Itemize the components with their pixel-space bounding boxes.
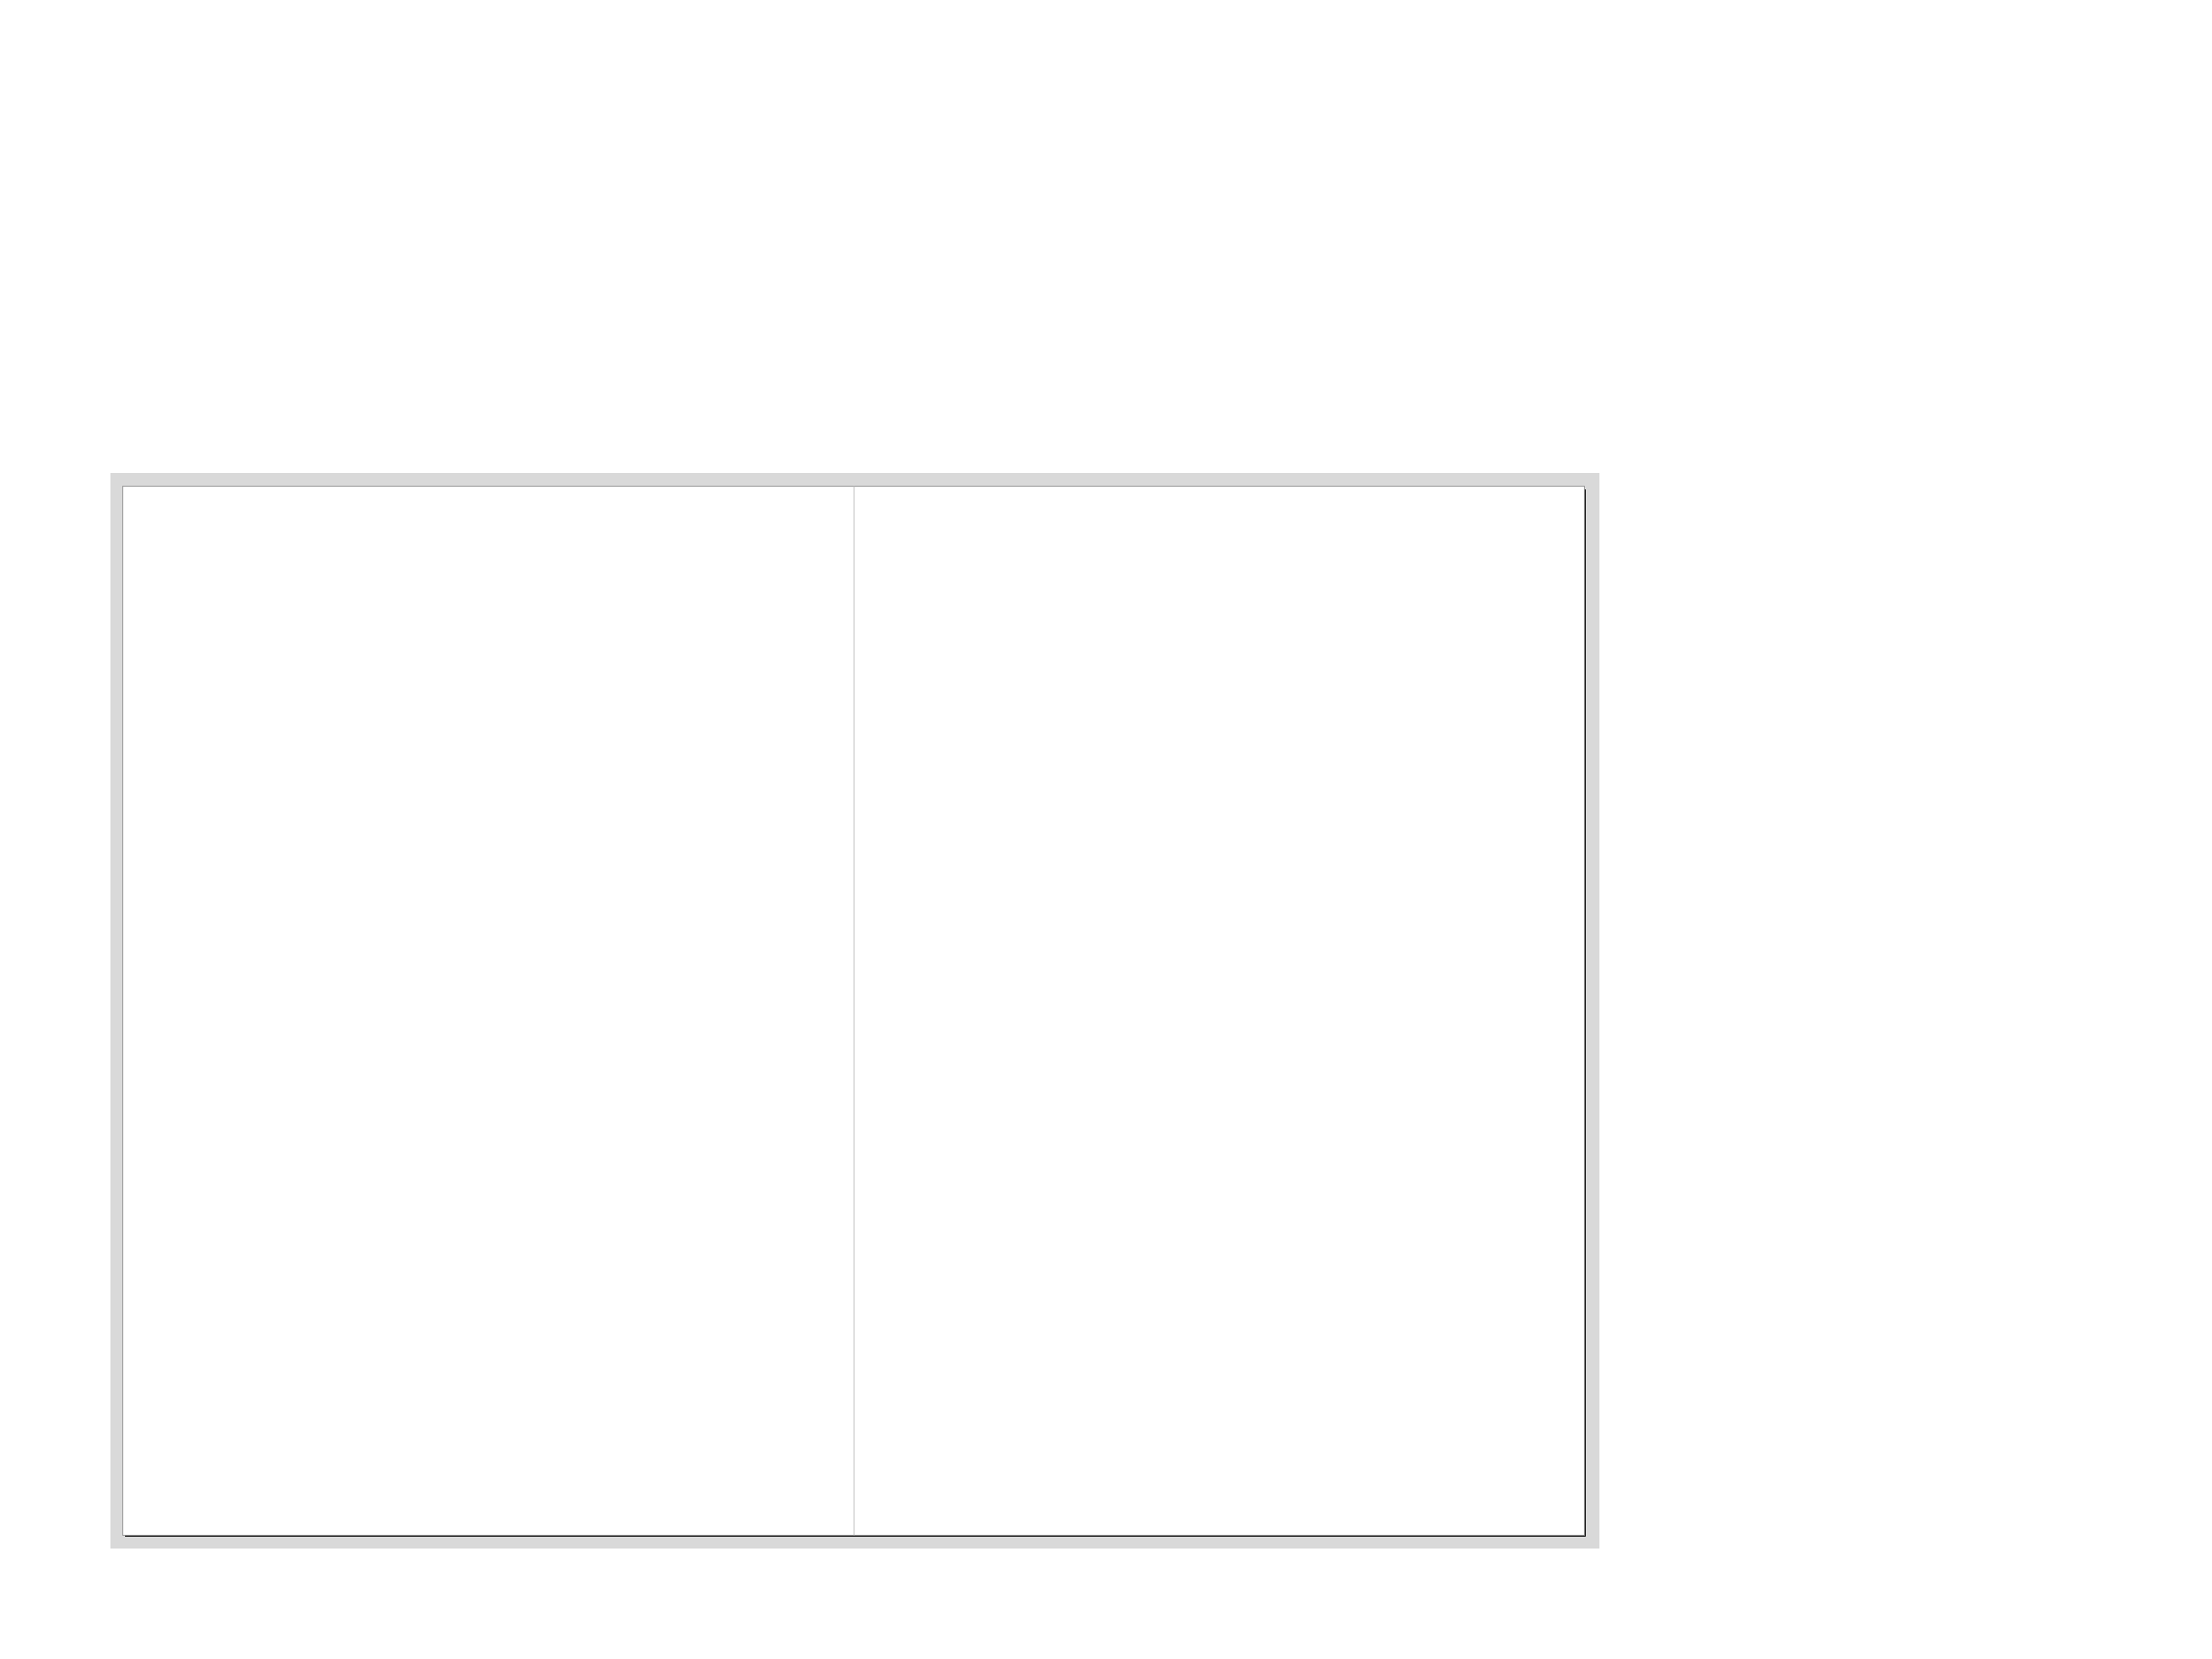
right-page (854, 486, 1585, 1536)
left-page (122, 486, 854, 1536)
grid-description (1645, 470, 2156, 510)
